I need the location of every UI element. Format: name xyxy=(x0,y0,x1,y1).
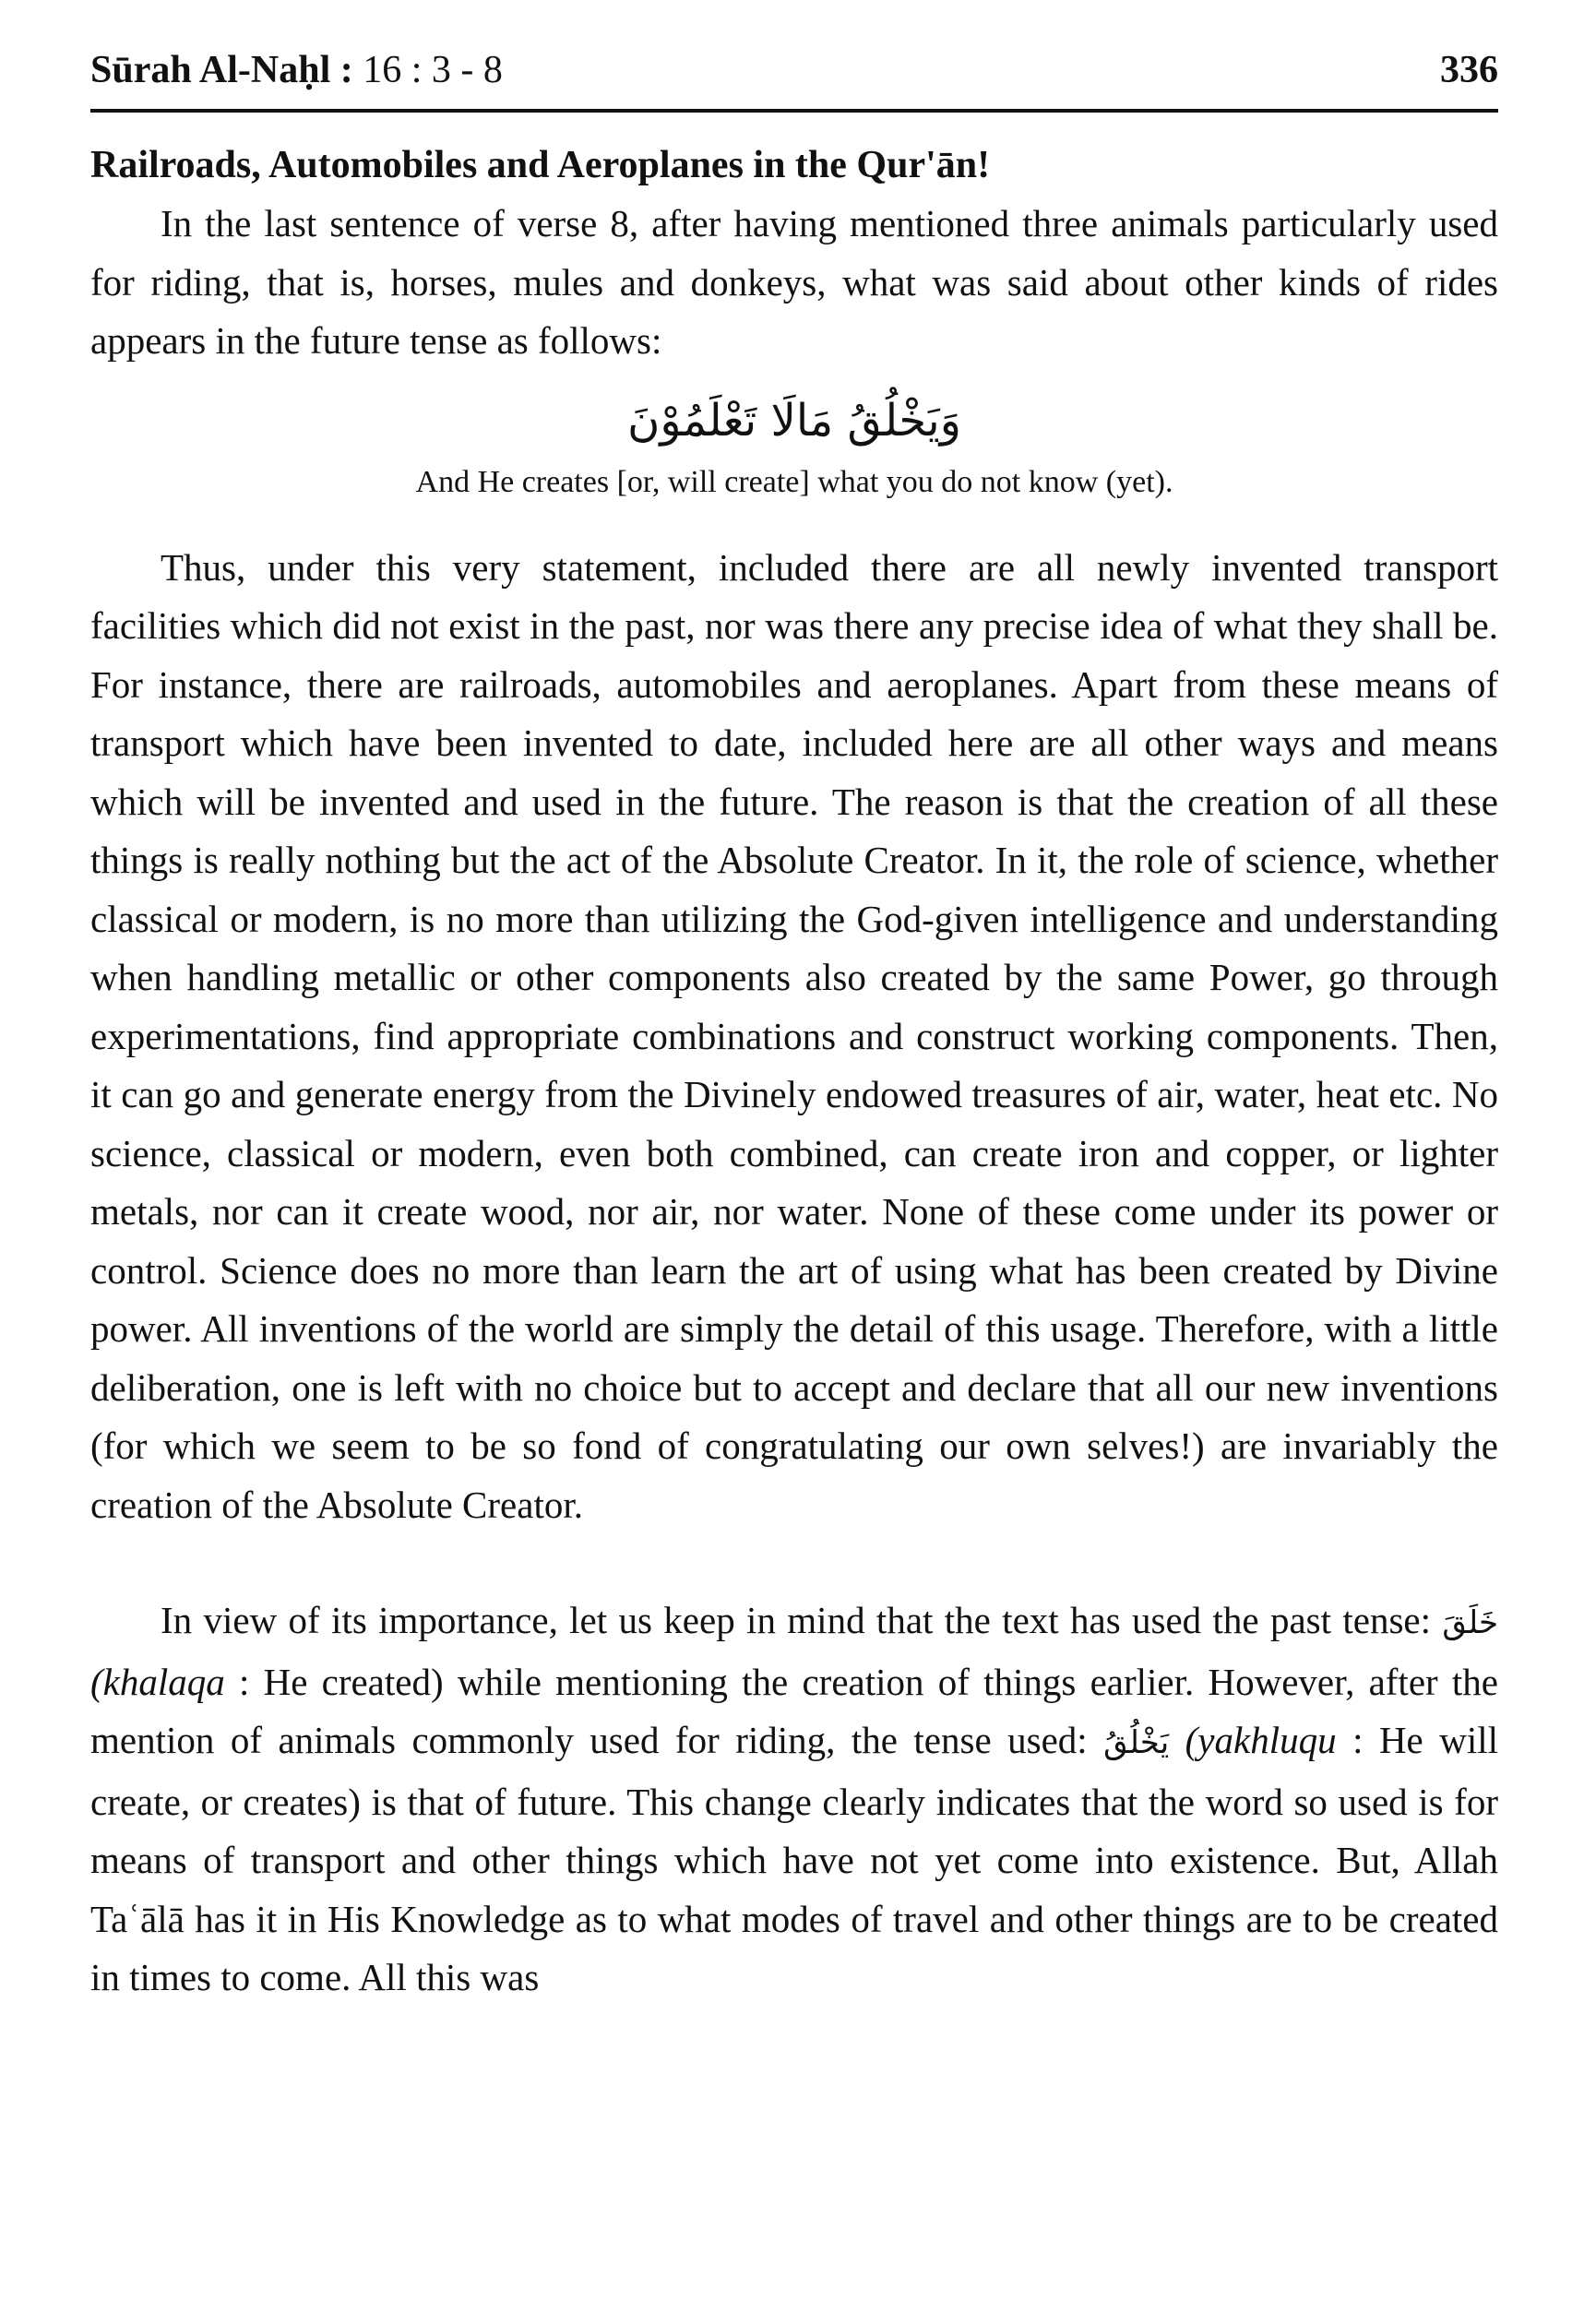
arabic-word-khalaqa: خَلَقَ xyxy=(1442,1604,1498,1641)
paragraph-3-part-b: : He created) while mentioning the creation of things earlier. However, after the mention of animals commonly used for riding, the tense used: xyxy=(90,1660,1498,1761)
page-body xyxy=(90,137,1498,2008)
paragraph-3-part-a: In view of its importance, let us keep in mind that the text has used the past tense: xyxy=(161,1599,1443,1641)
verse-range: 16 : 3 - 8 xyxy=(363,49,503,91)
arabic-word-yakhluqu: يَخْلُقُ xyxy=(1103,1724,1170,1761)
arabic-verse: وَيَخْلُقُ مَالَا تَعْلَمُوْنَ xyxy=(627,394,961,447)
transliteration-yakhluqu: (yakhluqu xyxy=(1185,1719,1337,1761)
section-heading: Railroads, Automobiles and Aeroplanes in the Qur'ān! xyxy=(90,144,991,186)
paragraph-2: Thus, under this very statement, included there are all newly invented transport facilities which did not exist in the past, nor was there any precise idea of what they shall be. For instance, there are railroads, automobiles and aeroplanes. Apart from these means of transport which have been invented to date, included here are all other ways and means which will be invented and used in the future. The reason is that the creation of all these things is really nothing but the act of the Absolute Creator. In it, the role of science, whether classical or modern, is no more than utilizing the God-given intelligence and understanding when handling metallic or other components also created by the same Power, go through experimentations, find appropriate combinations and construct working components. Then, it can go and generate energy from the Divinely endowed treasures of air, water, heat etc. No science, classical or modern, even both combined, can create iron and copper, or lighter metals, nor can it create wood, nor air, nor water. None of these come under its power or control. Science does no more than learn the art of using what has been created by Divine power. All inventions of the world are simply the detail of this usage. Therefore, with a little deliberation, one is left with no choice but to accept and declare that all our new inventions (for which we seem to be so fond of congratulating our own selves!) are invariably the creation of the Absolute Creator. xyxy=(90,545,1498,1526)
verse-translation: And He creates [or, will create] what you do not know (yet). xyxy=(415,464,1173,499)
paragraph-3 xyxy=(90,1591,1498,2008)
paragraph-3-part-c: : He will create, or creates) is that of future. This change clearly indicates that the word so used is for means of transport and other things which have not yet come into existence. But, Allah Taʿālā has it in His Knowledge as to what modes of travel and other things are to be created in times to come. All this was xyxy=(90,1719,1498,1998)
paragraph-1: In the last sentence of verse 8, after having mentioned three animals particularly used for riding, that is, horses, mules and donkeys, what was said about other kinds of rides appears in the future tense as follows: xyxy=(90,202,1498,362)
page-number: 336 xyxy=(1440,49,1498,91)
header-rule xyxy=(90,109,1498,113)
header-reference xyxy=(90,48,503,92)
surah-title: Sūrah Al-Naḥl : xyxy=(90,49,353,91)
transliteration-khalaqa: (khalaqa xyxy=(90,1660,225,1703)
running-header xyxy=(90,48,1498,92)
